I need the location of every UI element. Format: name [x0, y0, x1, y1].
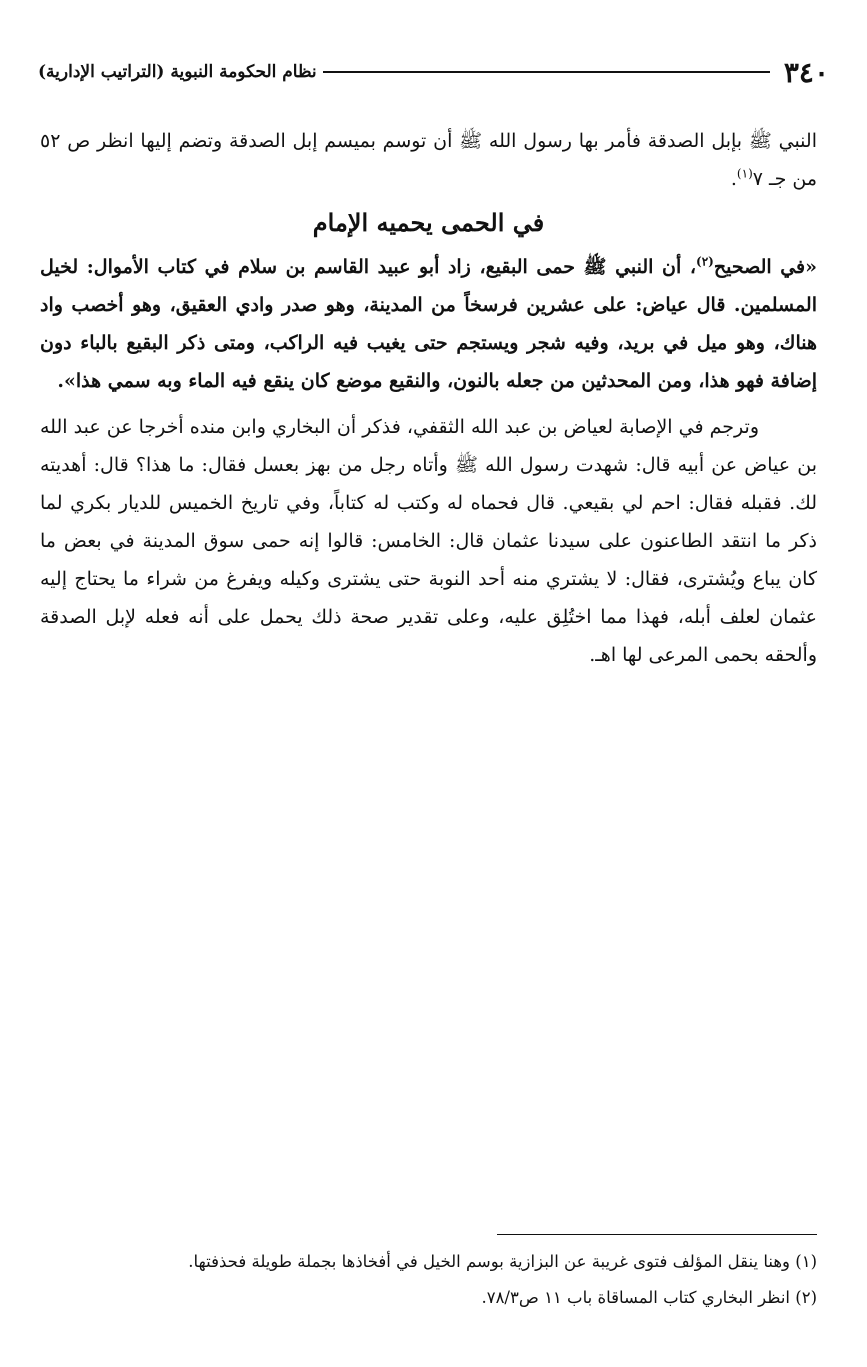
- header-rule: [323, 71, 770, 73]
- section-heading: في الحمى يحميه الإمام: [312, 208, 545, 237]
- running-title: نظام الحكومة النبوية (التراتيب الإدارية): [38, 62, 317, 82]
- quote-start: «في الصحيح: [713, 256, 818, 278]
- footnote-ref: (٢): [696, 254, 714, 269]
- main-text: [40, 122, 817, 674]
- page-number: ٣٤٠: [783, 55, 829, 89]
- footnote-1: (١) وهنا ينقل المؤلف فتوى غريبة عن البزازية بوسم الخيل في أفخاذها بجملة طويلة فحذفتها.: [188, 1252, 817, 1271]
- footnotes: [40, 1244, 817, 1316]
- paragraph: وترجم في الإصابة لعياض بن عبد الله الثقفي، فذكر أن البخاري وابن منده أخرجا عن عبد الله بن عياض عن أبيه قال: شهدت رسول الله ﷺ وأتاه رجل من بهز بعسل فقال: ما هذا؟ قال: أهديته لك. فقبله فقال: احم لي بقيعي. قال فحماه له وكتب له كتاباً، وفي تاريخ الخميس للديار بكري لما ذكر ما انتقد الطاعنون على سيدنا عثمان قال: الخامس: قالوا إنه حمى سوق المدينة في بعض ما كان يباع ويُشترى، فقال: لا يشتري منه أحد النوبة حتى يشترى وكيله ويفرغ من شراء ما يحتاج إليه عثمان لعلف أبله، فهذا مما اختُلِق عليه، وعلى تقدير صحة ذلك يحمل على أنه فعله لإبل الصدقة وألحقه بحمى المرعى لها اهـ.: [40, 416, 817, 666]
- footnote-ref: (١): [736, 166, 753, 181]
- footnote-separator: [497, 1234, 817, 1235]
- page-header: [38, 52, 829, 92]
- quote-text: ، أن النبي ﷺ حمى البقيع، زاد أبو عبيد القاسم بن سلام في كتاب الأموال: لخيل المسلمين. قال عياض: على عشرين فرسخاً من المدينة، وهو صدر وادي العقيق، وهو أخصب واد هناك، وهو ميل في بريد، وفيه شجر ويستجم حتى يغيب فيه الراكب، ومتى ذكر البقيع بالباء دون إضافة فهو هذا، ومن المحدثين من جعله بالنون، والنقيع موضع كان ينقع فيه الماء وبه سمي هذا».: [40, 256, 817, 392]
- paragraph-end: .: [730, 168, 737, 190]
- footnote-2: (٢) انظر البخاري كتاب المساقاة باب ١١ ص٧٨/٣.: [481, 1288, 817, 1307]
- paragraph-text: النبي ﷺ بإبل الصدقة فأمر بها رسول الله ﷺ أن توسم بميسم إبل الصدقة وتضم إليها انظر ص ٥٢ من جـ ٧: [40, 130, 817, 190]
- quoted-paragraph: [40, 248, 817, 400]
- paragraph-continuation: [40, 122, 817, 198]
